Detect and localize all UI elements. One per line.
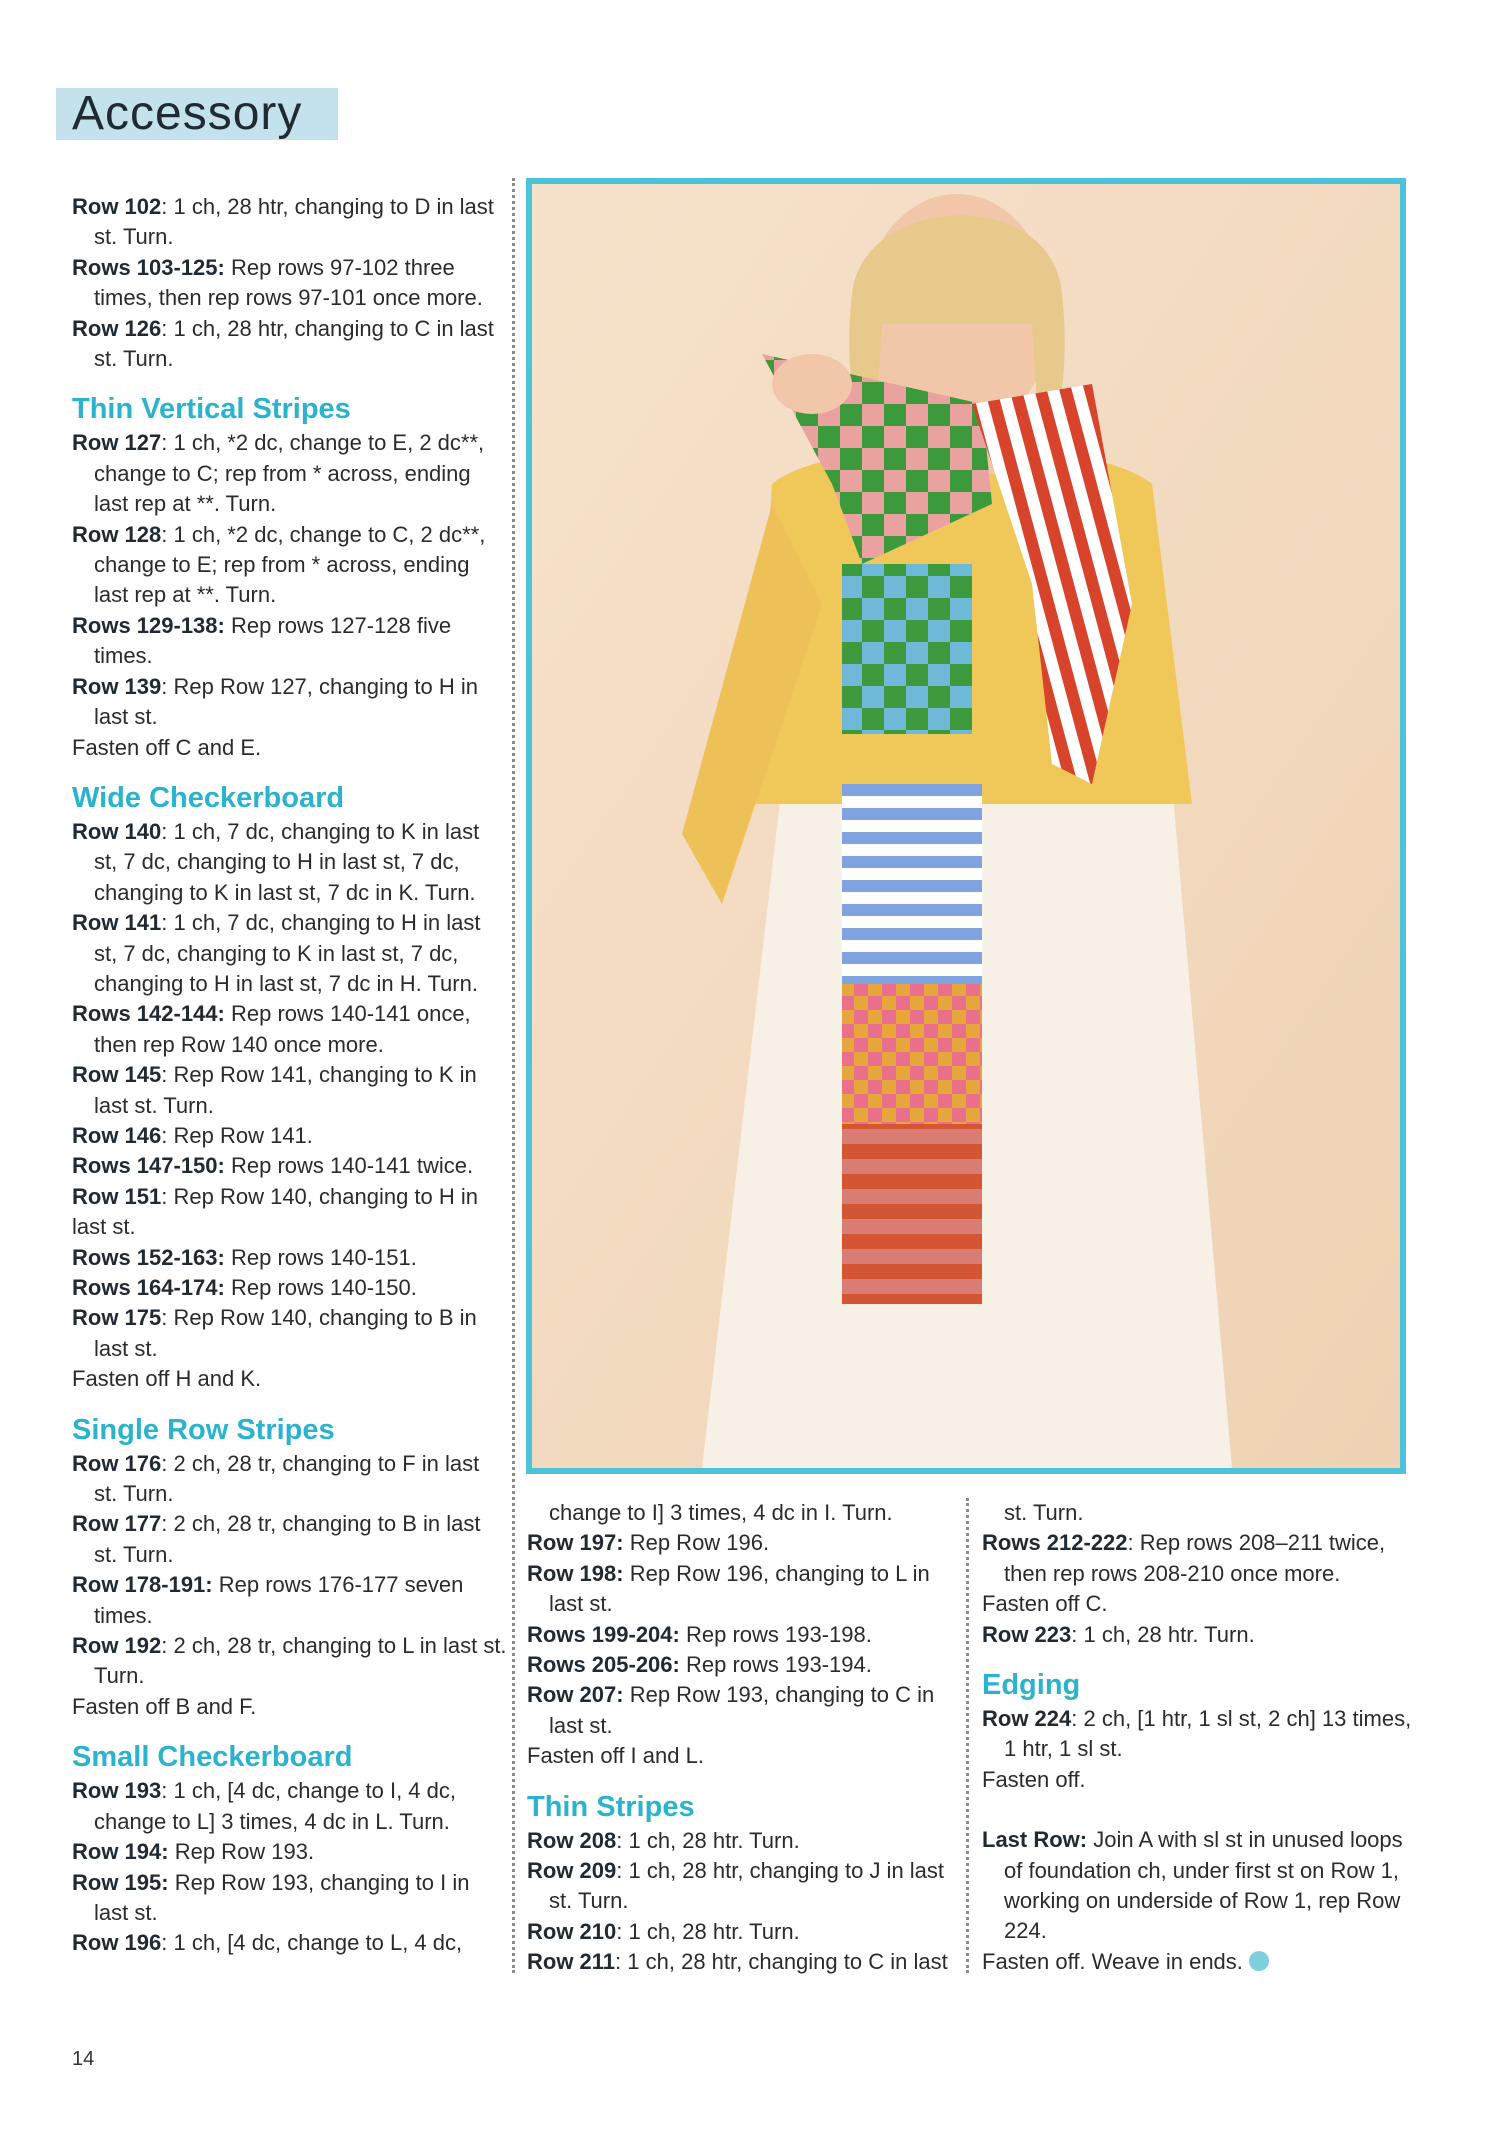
fasten-note: Fasten off C. (982, 1591, 1108, 1617)
pattern-row: Rows 205-206: Rep rows 193-194. (527, 1652, 872, 1678)
pattern-row: Row 127: 1 ch, *2 dc, change to E, 2 dc**, change to C; rep from * across, ending last rep at **. Turn. (72, 430, 485, 517)
heading-wide-checkerboard: Wide Checkerboard (72, 781, 345, 814)
pattern-row: Row 209: 1 ch, 28 htr, changing to J in last st. Turn. (527, 1858, 945, 1914)
section-tag (56, 88, 338, 140)
pattern-row: Rows 212-222: Rep rows 208–211 twice, then rep rows 208-210 once more. (982, 1530, 1386, 1586)
pattern-row: Row 177: 2 ch, 28 tr, changing to B in last st. Turn. (72, 1511, 481, 1567)
heading-thin-vertical-stripes: Thin Vertical Stripes (72, 393, 351, 426)
pattern-row: Row 145: Rep Row 141, changing to K in last st. Turn. (72, 1062, 477, 1118)
pattern-row: Row 196: 1 ch, [4 dc, change to L, 4 dc, (72, 1930, 463, 1956)
pattern-row: Row 102: 1 ch, 28 htr, changing to D in last st. Turn. (72, 194, 494, 250)
pattern-row-continued: change to I] 3 times, 4 dc in I. Turn. (549, 1500, 893, 1525)
pattern-row: Rows 129-138: Rep rows 127-128 five times. (72, 612, 452, 669)
heading-single-row-stripes: Single Row Stripes (72, 1413, 335, 1446)
fasten-note: Fasten off H and K. (72, 1366, 262, 1392)
heading-edging: Edging (982, 1669, 1081, 1702)
pattern-row-continued: st. Turn. (1004, 1500, 1084, 1525)
fasten-note: Fasten off B and F. (72, 1693, 257, 1719)
pattern-row: Row 146: Rep Row 141. (72, 1122, 313, 1148)
pattern-row: Row 140: 1 ch, 7 dc, changing to K in last st, 7 dc, changing to H in last st, 7 dc, changing to K in last st, 7 dc in K. Turn. (72, 818, 480, 905)
yarn-ball-icon (1249, 1951, 1269, 1971)
page-number: 14 (72, 2048, 95, 2070)
heading-small-checkerboard: Small Checkerboard (72, 1741, 353, 1774)
pattern-column-2 (527, 1498, 952, 1978)
pattern-row: Row 176: 2 ch, 28 tr, changing to F in last st. Turn. (72, 1450, 480, 1507)
fasten-note: Fasten off I and L. (527, 1743, 704, 1769)
pattern-row: Row 223: 1 ch, 28 htr. Turn. (982, 1621, 1255, 1647)
column-divider (966, 1498, 969, 1973)
pattern-row: Row 208: 1 ch, 28 htr. Turn. (527, 1827, 800, 1853)
pattern-row: Row 210: 1 ch, 28 htr. Turn. (527, 1918, 800, 1944)
pattern-row: Row 139: Rep Row 127, changing to H in last st. (72, 673, 479, 730)
pattern-row: Row 197: Rep Row 196. (527, 1530, 770, 1556)
pattern-row: Row 126: 1 ch, 28 htr, changing to C in last st. Turn. (72, 315, 494, 372)
photo-frame (526, 178, 1406, 1474)
pattern-row: Row 195: Rep Row 193, changing to I in last st. (72, 1869, 470, 1925)
fasten-note: Fasten off C and E. (72, 734, 262, 760)
pattern-column-1 (72, 192, 507, 1959)
pattern-row: Row 207: Rep Row 193, changing to C in last st. (527, 1682, 935, 1738)
pattern-row: Row 141: 1 ch, 7 dc, changing to H in last st, 7 dc, changing to K in last st, 7 dc, changing to H in last st, 7 dc in H. Turn. (72, 910, 481, 996)
pattern-row: Row 198: Rep Row 196, changing to L in last st. (527, 1560, 930, 1617)
pattern-row: Rows 152-163: Rep rows 140-151. (72, 1244, 417, 1270)
pattern-row: Rows 164-174: Rep rows 140-150. (72, 1275, 417, 1300)
pattern-row: Rows 199-204: Rep rows 193-198. (527, 1621, 872, 1647)
pattern-row: Rows 147-150: Rep rows 140-141 twice. (72, 1153, 474, 1179)
pattern-row: Row 128: 1 ch, *2 dc, change to C, 2 dc**, change to E; rep from * across, ending last rep at **. Turn. (72, 521, 486, 608)
model-photo (532, 184, 1400, 1468)
fasten-note: Fasten off. (982, 1766, 1086, 1792)
pattern-column-3 (982, 1498, 1412, 1977)
section-tag-label: Accessory (72, 87, 303, 140)
pattern-row: Row 224: 2 ch, [1 htr, 1 sl st, 2 ch] 13 times, 1 htr, 1 sl st. (982, 1706, 1412, 1762)
column-divider (512, 178, 515, 1973)
pattern-row: Row 194: Rep Row 193. (72, 1839, 315, 1865)
pattern-row: Row 192: 2 ch, 28 tr, changing to L in last st. Turn. (72, 1633, 507, 1689)
heading-thin-stripes: Thin Stripes (527, 1790, 695, 1823)
pattern-row: Last Row: Join A with sl st in unused loops of foundation ch, under first st on Row 1, working on underside of Row 1, rep Row 224. (982, 1827, 1403, 1944)
final-note: Fasten off. Weave in ends. (982, 1947, 1412, 1977)
pattern-row: Row 193: 1 ch, [4 dc, change to I, 4 dc, change to L] 3 times, 4 dc in L. Turn. (72, 1778, 456, 1834)
pattern-row: Rows 103-125: Rep rows 97-102 three times, then rep rows 97-101 once more. (72, 254, 483, 311)
pattern-row: Row 178-191: Rep rows 176-177 seven times. (72, 1572, 464, 1628)
pattern-row: Rows 142-144: Rep rows 140-141 once, then rep Row 140 once more. (72, 1001, 471, 1057)
pattern-row: Row 211: 1 ch, 28 htr, changing to C in last (527, 1949, 948, 1975)
pattern-row: Row 175: Rep Row 140, changing to B in last st. (72, 1305, 477, 1361)
pattern-row: Row 151: Rep Row 140, changing to H in last st. (72, 1183, 479, 1240)
